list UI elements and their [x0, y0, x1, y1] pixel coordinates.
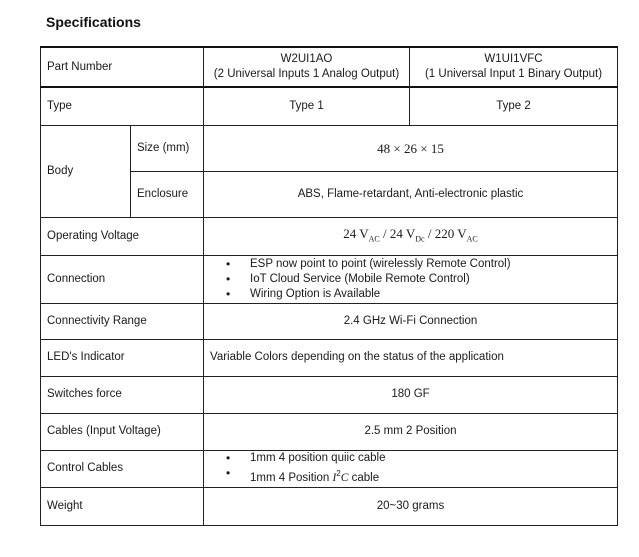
part-number-col2-id: W1UI1VFC — [484, 53, 543, 65]
voltage-dc-24: 24 $V_{Dc}$ — [389, 225, 425, 244]
page-title: Specifications — [46, 14, 141, 30]
row-weight — [41, 487, 618, 525]
size-value: 48 × 26 × 15 — [204, 125, 618, 171]
switches-label: Switches force — [41, 376, 204, 413]
row-connectivity-range — [41, 303, 618, 339]
enclosure-label: Enclosure — [131, 171, 204, 217]
part-number-label: Part Number — [41, 47, 204, 87]
list-item: • IoT Cloud Service (Mobile Remote Control) — [250, 272, 611, 287]
part-number-col1 — [204, 47, 410, 87]
row-led-indicator — [41, 339, 618, 376]
cables-input-label: Cables (Input Voltage) — [41, 413, 204, 450]
voltage-ac-24: 24 $V_{AC}$ — [343, 225, 380, 244]
connection-value — [204, 255, 618, 303]
row-body-size — [41, 125, 618, 171]
control-cables-label: Control Cables — [41, 450, 204, 487]
part-number-col1-id: W2UI1AO — [280, 53, 333, 65]
list-item: • ESP now point to point (wirelessly Remote Control) — [250, 257, 611, 272]
switches-value: 180 GF — [204, 376, 618, 413]
list-item: • 1mm 4 Position $I^2C$ cable — [250, 466, 611, 486]
range-label: Connectivity Range — [41, 303, 204, 339]
row-cables-input — [41, 413, 618, 450]
type-label: Type — [41, 87, 204, 125]
part-number-col1-desc: (2 Universal Inputs 1 Analog Output) — [213, 68, 400, 80]
part-number-col2 — [410, 47, 618, 87]
row-operating-voltage — [41, 217, 618, 255]
row-type — [41, 87, 618, 125]
weight-value: 20~30 grams — [204, 487, 618, 525]
enclosure-value: ABS, Flame-retardant, Anti-electronic plastic — [204, 171, 618, 217]
led-label: LED's Indicator — [41, 339, 204, 376]
control-cables-value — [204, 450, 618, 487]
size-label: Size (mm) — [131, 125, 204, 171]
list-item: • Wiring Option is Available — [250, 287, 611, 302]
body-label: Body — [41, 125, 131, 217]
row-control-cables — [41, 450, 618, 487]
row-connection — [41, 255, 618, 303]
type-col2: Type 2 — [410, 87, 618, 125]
row-part-number — [41, 47, 618, 87]
control-cables-list — [210, 451, 611, 486]
connection-list — [210, 257, 611, 302]
connection-label: Connection — [41, 255, 204, 303]
part-number-col2-desc: (1 Universal Input 1 Binary Output) — [424, 68, 603, 80]
specifications-table — [40, 46, 618, 526]
voltage-value: 24 $V_{AC} / 24$ $V_{Dc} / 220$ $V_{AC}$ — [204, 217, 618, 255]
voltage-ac-220: 220 $V_{AC}$ — [434, 225, 478, 244]
range-value: 2.4 GHz Wi-Fi Connection — [204, 303, 618, 339]
weight-label: Weight — [41, 487, 204, 525]
row-switches-force — [41, 376, 618, 413]
cables-input-value: 2.5 mm 2 Position — [204, 413, 618, 450]
type-col1: Type 1 — [204, 87, 410, 125]
list-item: • 1mm 4 position quiic cable — [250, 451, 611, 466]
led-value: Variable Colors depending on the status of the application — [204, 339, 618, 376]
voltage-label: Operating Voltage — [41, 217, 204, 255]
